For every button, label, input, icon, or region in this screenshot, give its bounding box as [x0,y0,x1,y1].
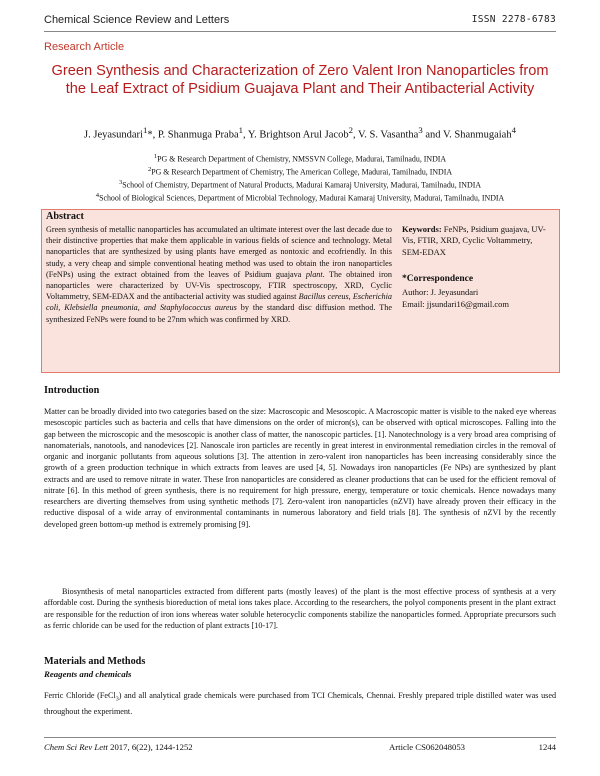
correspondence-heading: *Correspondence [402,274,474,284]
footer-journal: Chem Sci Rev Lett [44,742,108,752]
affil-text: School of Biological Sciences, Department of Microbial Technology, Madurai Kamaraj University, Madurai, Tamilnadu, INDIA [99,194,505,203]
affil-sup: 3 [118,179,123,187]
author-name: V. Shanmugaiah [442,129,512,141]
affil-text: PG & Research Department of Chemistry, The American College, Madurai, Tamilnadu, INDIA [151,167,453,177]
keywords [402,224,554,258]
author-sup: 2 [348,125,353,135]
author-name: P. Shanmuga Praba [157,129,239,141]
footer-rule [44,737,556,738]
footer-article-id: Article CS062048053 [389,742,466,752]
intro-paragraph-2: Biosynthesis of metal nanoparticles extracted from different parts (mostly leaves) of the plant is the most effective process of synthesis at a very affordable cost. During the synthesis bioreduction of metal ions takes place. According to the researchers, the polyol components present in the plant extract are responsible for the reduction of iron ions whereas water soluble heterocyclic components stabilize the nanoparticles formed. Appropriate precursors such as ferric chloride can be used for the reduction of plant extracts [10-17]. [44,587,556,630]
affiliation [30,191,570,204]
methods-text: Ferric Chloride (FeCl [44,691,116,700]
keywords-text: FeNPs, Psidium guajava, UV-Vis, FTIR, XRD, Cyclic Voltammetry, SEM-EDAX [402,224,546,257]
issn: ISSN 2278-6783 [471,14,556,25]
affiliation [30,178,570,191]
affil-text: School of Chemistry, Department of Natural Products, Madurai Kamaraj University, Madurai, Tamilnadu, INDIA [122,180,482,190]
affiliation [30,165,570,178]
methods-subscript: 3 [115,696,119,703]
author-sup: 3 [418,125,423,135]
journal-name: Chemical Science Review and Letters [44,14,230,26]
author-sup: 1 [142,125,148,135]
abstract-text [46,224,392,325]
author-name: J. Jeyasundari [84,129,143,141]
affil-text: PG & Research Department of Chemistry, NMSSVN College, Madurai, Tamilnadu, INDIA [157,154,447,164]
correspondence-email[interactable]: Email: jjsundari16@gmail.com [402,299,509,309]
author-list: J. Jeyasundari$^1$*, P. Shanmuga Praba$^1$, Y. Brightson Arul Jacob$^2$, V. S. Vasantha$^3$ and V. Shanmugaiah$^4$ [84,125,516,141]
methods-text: ) and all analytical grade chemicals were purchased from TCI Chemicals, Chennai. Freshly prepared triple distilled water was used throughout the experiment. [44,691,557,716]
abstract-italic: Bacillus cereus, Escherichia coli, Klebsiella pneumonia, and Staphylococcus aureus [46,292,392,313]
affiliations [30,152,570,205]
abstract-heading: Abstract [46,211,84,222]
footer-volume: 2017, 6(22), 1244-1252 [107,742,193,752]
affiliation [30,152,570,165]
author-name: Y. Brightson Arul Jacob [247,129,349,141]
author-sup: 4 [511,125,516,135]
author-mark: * [147,129,153,141]
abstract-part: Green synthesis of metallic nanoparticles has accumulated an ultimate interest over the last decade due to their distinctive properties that make them applicable in various fields of science and technology. Metal nanoparticles that are synthesized by using plants have emerged as nontoxic and ecofriendly. In this study, a very cheap and simple conventional heating method was used to obtain the iron nanoparticles (FeNPs) using the extract obtained from the leaves of Psidium guajava [46,225,392,279]
keywords-label: Keywords: [402,224,442,234]
correspondence-author: Author: J. Jeyasundari [402,287,479,297]
footer-citation [44,742,193,752]
paper-title: Green Synthesis and Characterization of Zero Valent Iron Nanoparticles from the Leaf Extract of Psidium Guajava Plant and Their Antibacterial Activity [51,63,549,97]
intro-paragraph-1: Matter can be broadly divided into two categories based on the size: Macroscopic and Mesoscopic. A Macroscopic matter is visible to the naked eye whereas mesoscopic particles such as bacteria and cells that have dimensions on the order of micron(s), can be observed with optical microscopes. Falling into the gap between the microscopic and the mesoscopic is another class of matter, the nanoscopic particles. [1]. Nanotechnology is a very broad area comprising of nanomaterials, nanotools, and nanodevices [2]. Nanoscale iron particles are recently in great interest in environmental remediation circles in the removal of organic and inorganic pollutants from aqueous solutions [3]. The attention in zero-valent iron nanoparticles has been increasing considerably since the growth of a green production technique in which extracts from leaves are used [4, 5]. Nowadays iron nanoparticles (Fe NPs) are synthesized by plant extracts and are used to remove nitrate in water. These Iron nanoparticles are considered as cleaner productions that can be used for the efficient removal of nitrate [6]. In this method of green synthesis, there is no requirement for high pressure, energy, temperature or toxic chemicals. Hence nowadays many researchers are diverting themselves from using synthetic methods [7]. Zero-valent iron nanoparticles (nZVI) have already proven their efficacy in the reductive disposal of a wide array of environmental contaminants in numerous laboratory and field trials [8]. The synthesis of nZVI by the recently developed green bottom-up method is extremely promising [9]. [44,407,556,529]
page-number: 1244 [538,742,556,752]
author-name: V. S. Vasantha [358,129,419,141]
affil-sup: 2 [147,166,152,174]
affil-sup: 1 [153,153,158,160]
abstract-italic: plant [305,269,323,279]
header-rule [44,31,556,32]
author-sup: 1 [238,125,243,135]
methods-heading: Materials and Methods [44,656,146,667]
article-type: Research Article [44,41,125,53]
abstract-part: . The obtained iron nanoparticles were characterized by UV-Vis spectroscopy, FTIR spectroscopy, XRD, Cyclic Voltammetry, SEM-EDAX and the antibacterial activity was studied against [46,269,392,302]
abstract-part: by the standard disc diffusion method. The synthesized FeNPs were found to be 27nm which was confirmed by XRD. [46,303,393,324]
methods-paragraph [44,690,556,717]
methods-subheading: Reagents and chemicals [44,669,132,679]
introduction-heading: Introduction [44,385,100,396]
affil-sup: 4 [95,192,100,200]
